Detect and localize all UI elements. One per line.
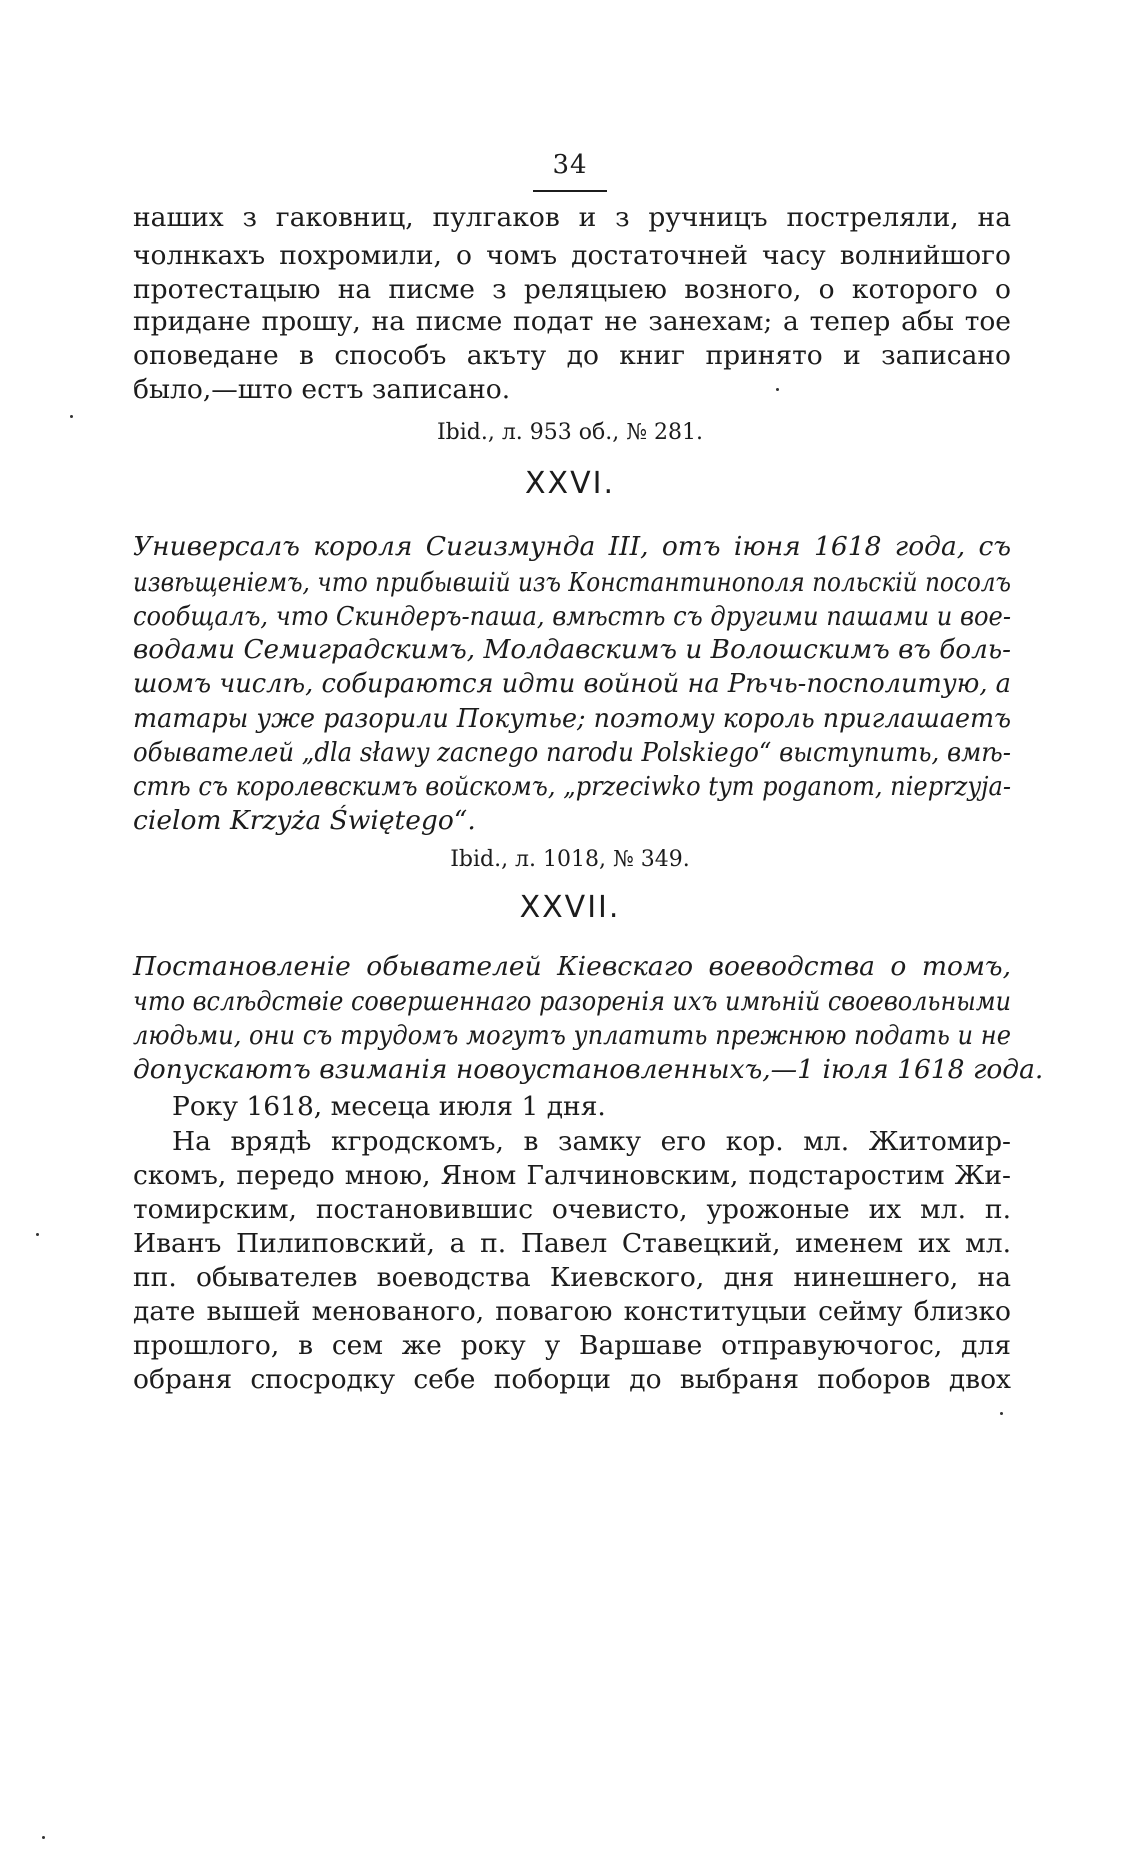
print-speck xyxy=(70,415,73,418)
section-title-line: людьми, они съ трудомъ могутъ уплатить прежнюю подать и не xyxy=(133,1020,1011,1051)
text-line: дате вышей менованого, повагою конституцыи сейму близко xyxy=(133,1296,1011,1327)
section-title-line: стѣ съ королевскимъ войскомъ, „przeciwko tym poganom, nieprzyja- xyxy=(133,771,1011,802)
text-line: придане прошу, на писме подат не занехам; а тепер абы тое xyxy=(133,306,1011,337)
text-line: пп. обывателев воеводства Киевского, дня нинешнего, на xyxy=(133,1262,1011,1293)
text-line: На врядѣ кгродскомъ, в замку его кор. мл. Житомир- xyxy=(172,1126,1011,1157)
text-line: томирским, постановившис очевисто, урожоные их мл. п. xyxy=(133,1194,1011,1225)
text-line: было,—што естъ записано. xyxy=(133,374,511,405)
print-speck xyxy=(36,1233,39,1236)
section-title-line: татары уже разорили Покутье; поэтому король приглашаетъ xyxy=(133,703,1011,734)
section-title-line: обывателей „dla sławy zacnego narodu Polskiego“ выступить, вмѣ- xyxy=(133,737,1011,768)
section-number: XXVII. xyxy=(519,890,621,925)
text-line: обраня спосродку себе поборци до выбраня поборов двох xyxy=(133,1364,1011,1395)
print-speck xyxy=(42,1836,45,1839)
text-line: прошлого, в сем же року у Варшаве отправуючогос, для xyxy=(133,1330,1011,1361)
citation: Ibid., л. 953 об., № 281. xyxy=(436,420,704,445)
section-title-line: водами Семиградскимъ, Молдавскимъ и Волошскимъ въ боль- xyxy=(133,634,1011,665)
date-line: Року 1618, месеца июля 1 дня. xyxy=(172,1091,606,1122)
section-title-line: шомъ числѣ, собираются идти войной на Рѣчь-посполитую, а xyxy=(133,668,1011,699)
section-title-line: что вслѣдствіе совершеннаго разоренія ихъ имѣній своевольными xyxy=(133,986,1011,1017)
section-number: XXVI. xyxy=(524,466,615,501)
page-number: 34 xyxy=(552,150,588,180)
citation: Ibid., л. 1018, № 349. xyxy=(450,847,690,872)
text-line: наших з гаковниц, пулгаков и з ручницъ постреляли, на xyxy=(133,202,1011,233)
text-line: оповедане в способъ акъту до книг принято и записано xyxy=(133,340,1011,371)
section-title-line: извѣщеніемъ, что прибывшій изъ Константинополя польскій посолъ xyxy=(133,567,1011,598)
section-title-line: cielom Krzyża Świętego“. xyxy=(133,805,476,836)
section-title-line: Универсалъ короля Сигизмунда III, отъ іюня 1618 года, съ xyxy=(133,531,1011,562)
print-speck xyxy=(776,388,779,391)
print-speck xyxy=(1000,1412,1003,1415)
text-line: скомъ, передо мною, Яном Галчиновским, подстаростим Жи- xyxy=(133,1160,1011,1191)
section-title-line: сообщалъ, что Скиндеръ-паша, вмѣстѣ съ другими пашами и вое- xyxy=(133,601,1011,632)
text-line: протестацыю на писме з реляцыею возного, о которого о xyxy=(133,274,1011,305)
text-line: чолнкахъ похромили, о чомъ достаточней часу волнийшого xyxy=(133,240,1011,271)
section-title-line: Постановленіе обывателей Кіевскаго воеводства о томъ, xyxy=(133,951,1011,982)
page-number-underline xyxy=(533,190,607,192)
section-title-line: допускаютъ взиманія новоустановленныхъ,—1 іюля 1618 года. xyxy=(133,1054,1044,1085)
text-line: Иванъ Пилиповский, а п. Павел Ставецкий, именем их мл. xyxy=(133,1228,1011,1259)
